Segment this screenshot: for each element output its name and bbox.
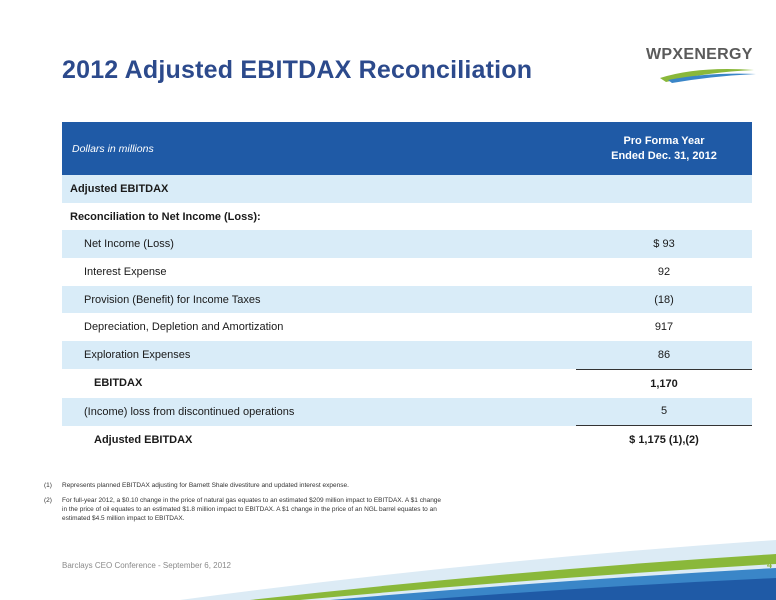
- table-row: [62, 258, 752, 286]
- row-label: Net Income (Loss): [62, 230, 576, 258]
- row-value: 86: [576, 341, 752, 369]
- row-label: EBITDAX: [62, 369, 576, 397]
- row-value: $ 93: [576, 230, 752, 258]
- row-value: 1,170: [576, 369, 752, 397]
- page-title: 2012 Adjusted EBITDAX Reconciliation: [62, 56, 533, 84]
- table-row: [62, 341, 752, 369]
- table-row: [62, 286, 752, 314]
- logo-text: WPXENERGY: [646, 46, 753, 63]
- footer-source-text: Barclays CEO Conference - September 6, 2012: [62, 561, 231, 570]
- row-label: (Income) loss from discontinued operations: [62, 398, 576, 426]
- footnote-number: (1): [44, 482, 52, 489]
- ebitdax-reconciliation-table: [62, 122, 752, 454]
- row-value: [576, 203, 752, 231]
- label-column-header: Dollars in millions: [62, 122, 576, 175]
- table-row-total: [62, 426, 752, 454]
- value-header-line2: Ended Dec. 31, 2012: [611, 149, 717, 162]
- row-value: 5: [576, 398, 752, 426]
- table-row: [62, 175, 752, 203]
- table-row: [62, 313, 752, 341]
- row-value: 92: [576, 258, 752, 286]
- footnote: [44, 481, 444, 490]
- value-header-line1: Pro Forma Year: [623, 134, 705, 147]
- logo-swoosh-icon: [658, 64, 758, 84]
- row-value: (18): [576, 286, 752, 314]
- row-label: Exploration Expenses: [62, 341, 576, 369]
- row-value: [576, 175, 752, 203]
- row-label: Adjusted EBITDAX: [62, 426, 576, 454]
- row-label: Depreciation, Depletion and Amortization: [62, 313, 576, 341]
- footnote-text: Represents planned EBITDAX adjusting for Barnett Shale divestiture and updated interest expense.: [62, 482, 349, 489]
- footnote-text: For full-year 2012, a $0.10 change in the price of natural gas equates to an estimated $209 million impact to EBITDAX. A $1 change in the price of oil equates to an estimated $1.8 million impact to EBITDAX. A $1 change in the price of an NGL barrel equates to an estimated $4.5 million impact to EBITDAX.: [62, 497, 442, 522]
- table-row-subtotal: [62, 369, 752, 397]
- footer-swoosh-graphic: [0, 520, 776, 600]
- row-label: Reconciliation to Net Income (Loss):: [62, 203, 576, 231]
- footnote: [44, 496, 444, 523]
- row-label: Provision (Benefit) for Income Taxes: [62, 286, 576, 314]
- wpx-energy-logo: [646, 40, 766, 90]
- row-value: $ 1,175 (1),(2): [576, 426, 752, 454]
- row-label: Adjusted EBITDAX: [62, 175, 576, 203]
- table-row: [62, 230, 752, 258]
- table-row: [62, 203, 752, 231]
- row-value: 917: [576, 313, 752, 341]
- page-number: 4: [766, 560, 772, 570]
- table-row: [62, 398, 752, 426]
- row-label: Interest Expense: [62, 258, 576, 286]
- footnote-number: (2): [44, 497, 52, 504]
- value-column-header: [576, 122, 752, 175]
